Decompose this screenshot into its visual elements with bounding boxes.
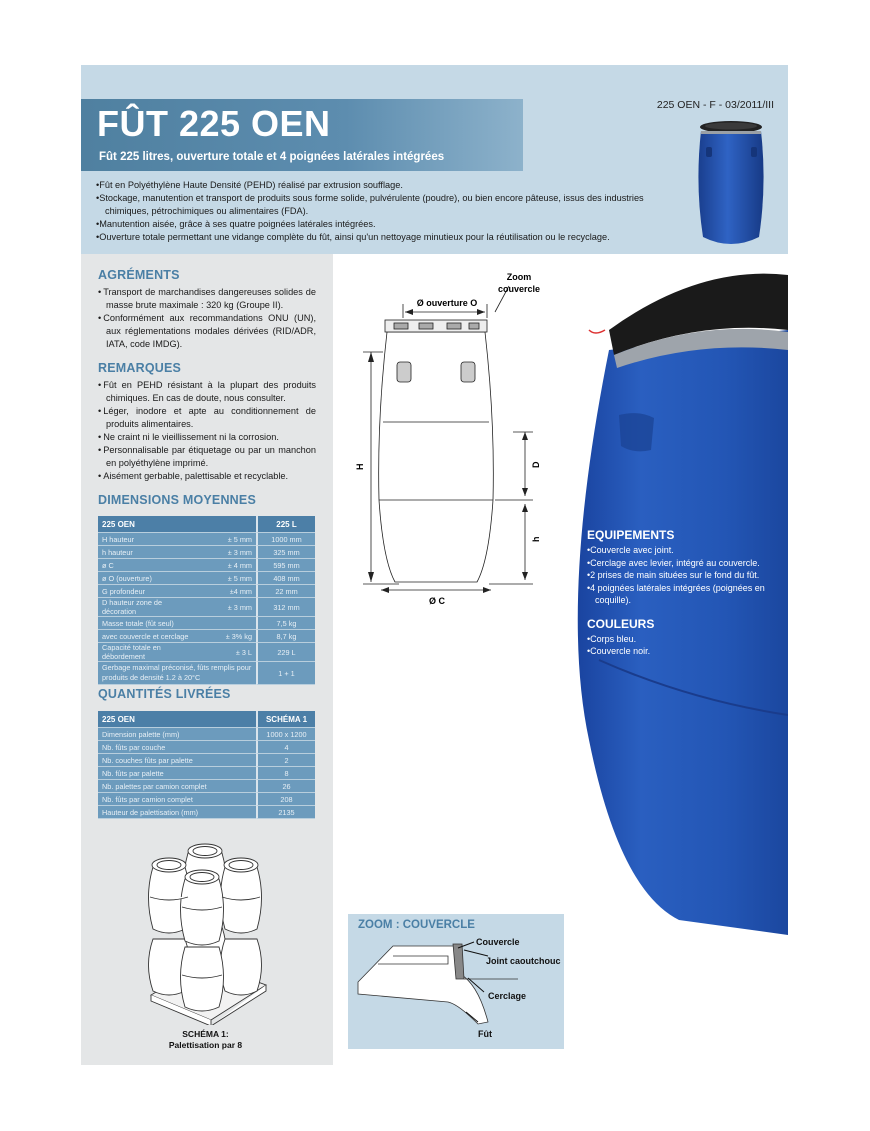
- row-label: Nb. fûts par camion complet: [98, 793, 256, 806]
- list-item: • Fût en PEHD résistant à la plupart des produits chimiques. En cas de doute, nous consulter.: [98, 379, 316, 405]
- remarques-list: [98, 379, 316, 483]
- list-item: • 2 prises de main situées sur le fond du fût.: [587, 569, 787, 582]
- row-value: 312 mm: [256, 598, 315, 617]
- list-item: • 4 poignées latérales intégrées (poignées en coquille).: [587, 582, 787, 607]
- row-label: H hauteur: [98, 533, 202, 546]
- row-value: 7,5 kg: [256, 617, 315, 630]
- row-tolerance: ± 3 mm: [202, 598, 256, 617]
- table-row: [98, 662, 315, 685]
- table-header-row: [98, 516, 315, 533]
- section-title-remarques: REMARQUES: [98, 361, 182, 375]
- intro-bullet: • Manutention aisée, grâce à ses quatre poignées latérales intégrées.: [96, 218, 656, 231]
- table-row: [98, 585, 315, 598]
- lid-cross-section-diagram: [348, 934, 564, 1049]
- row-label: ø O (ouverture): [98, 572, 202, 585]
- row-label: G profondeur: [98, 585, 202, 598]
- table-header-cell: 225 OEN: [98, 516, 256, 533]
- table-header-cell: 225 L: [256, 516, 315, 533]
- row-value: 325 mm: [256, 546, 315, 559]
- list-item: • Couvercle noir.: [587, 645, 787, 658]
- diagram-zoom-label: Zoom: [506, 272, 532, 282]
- schema-caption-text: Palettisation par 8: [168, 1040, 243, 1050]
- intro-bullet: • Stockage, manutention et transport de produits sous forme solide, pulvérulente (poudre), ou bien encore pâteuse, issus des industries chimiques, pétrochimiques ou alimentaires (FDA).: [96, 192, 656, 218]
- table-row: [98, 533, 315, 546]
- table-row: [98, 806, 315, 819]
- diagram-D-label: D: [531, 461, 541, 468]
- schema-caption-title: SCHÉMA 1:: [182, 1029, 229, 1039]
- row-value: 208: [256, 793, 315, 806]
- diagram-zoom-label: couvercle: [497, 284, 541, 294]
- list-item: • Aisément gerbable, palettisable et recyclable.: [98, 470, 316, 483]
- row-value: 22 mm: [256, 585, 315, 598]
- diagram-H-label: H: [355, 463, 365, 470]
- row-label: Dimension palette (mm): [98, 728, 256, 741]
- row-value: 1000 x 1200: [256, 728, 315, 741]
- row-label: Capacité totale en débordement: [98, 643, 202, 662]
- list-item: • Léger, inodore et apte au conditionnement de produits alimentaires.: [98, 405, 316, 431]
- row-label: Masse totale (fût seul): [98, 617, 202, 630]
- zoom-couvercle-box: [348, 914, 564, 1049]
- table-header-cell: 225 OEN: [98, 711, 256, 728]
- row-value: 4: [256, 741, 315, 754]
- label-couvercle: Couvercle: [476, 937, 520, 947]
- intro-bullet: • Ouverture totale permettant une vidange complète du fût, ainsi qu'un nettoyage minutieux pour la réutilisation ou le recyclage.: [96, 231, 656, 244]
- section-title-agrements: AGRÉMENTS: [98, 268, 180, 282]
- table-row-mass: [98, 630, 315, 643]
- label-cerclage: Cerclage: [488, 991, 527, 1001]
- section-title-couleurs: COULEURS: [587, 616, 655, 631]
- page-subtitle: Fût 225 litres, ouverture totale et 4 poignées latérales intégrées: [99, 151, 445, 163]
- row-label: Gerbage maximal préconisé, fûts remplis pour produits de densité 1.2 à 20°C: [98, 662, 256, 685]
- palletisation-schema-illustration: [141, 835, 271, 1025]
- table-row: [98, 643, 315, 662]
- row-tolerance: ± 5 mm: [202, 533, 256, 546]
- agrements-list: [98, 286, 316, 351]
- row-label: D hauteur zone de décoration: [98, 598, 202, 617]
- quantities-table: [98, 711, 315, 819]
- row-value: 1000 mm: [256, 533, 315, 546]
- table-row: [98, 780, 315, 793]
- row-tolerance: ± 3 L: [202, 643, 256, 662]
- drum-dimension-diagram: [349, 270, 569, 610]
- row-label: Nb. fûts par palette: [98, 767, 256, 780]
- row-label: Nb. fûts par couche: [98, 741, 256, 754]
- row-value: 8: [256, 767, 315, 780]
- row-value: 8,7 kg: [256, 630, 315, 643]
- row-value: 26: [256, 780, 315, 793]
- row-value: 595 mm: [256, 559, 315, 572]
- row-tolerance: ± 4 mm: [202, 559, 256, 572]
- list-item: • Transport de marchandises dangereuses solides de masse brute maximale : 320 kg (Groupe II).: [98, 286, 316, 312]
- row-label: Nb. couches fûts par palette: [98, 754, 256, 767]
- section-title-quantites: QUANTITÉS LIVRÉES: [98, 687, 231, 701]
- row-label: avec couvercle et cerclage: [98, 630, 202, 643]
- list-item: • Personnalisable par étiquetage ou par un manchon en polyéthylène imprimé.: [98, 444, 316, 470]
- row-tolerance: ± 3 mm: [202, 546, 256, 559]
- table-row: [98, 767, 315, 780]
- label-fut: Fût: [478, 1029, 492, 1039]
- table-row-mass: [98, 617, 315, 630]
- table-header-row: [98, 711, 315, 728]
- row-value: 229 L: [256, 643, 315, 662]
- schema-caption: [143, 1029, 268, 1051]
- row-value: 2: [256, 754, 315, 767]
- table-row: [98, 793, 315, 806]
- intro-bullet: • Fût en Polyéthylène Haute Densité (PEHD) réalisé par extrusion soufflage.: [96, 179, 656, 192]
- label-joint: Joint caoutchouc: [486, 956, 561, 966]
- document-reference: 225 OEN - F - 03/2011/III: [656, 99, 774, 111]
- list-item: • Conformément aux recommandations ONU (UN), aux réglementations modales dérivées (RID/ADR, IATA, code IMDG).: [98, 312, 316, 351]
- row-label: h hauteur: [98, 546, 202, 559]
- diagram-h-label: h: [531, 536, 541, 542]
- table-row: [98, 572, 315, 585]
- row-label: Nb. palettes par camion complet: [98, 780, 256, 793]
- row-label: ø C: [98, 559, 202, 572]
- table-header-cell: SCHÉMA 1: [256, 711, 315, 728]
- row-label: Hauteur de palettisation (mm): [98, 806, 256, 819]
- zoom-couvercle-title: ZOOM : COUVERCLE: [358, 919, 475, 931]
- drum-thumbnail-image: [693, 115, 769, 250]
- row-value: 1 + 1: [256, 662, 315, 685]
- table-row: [98, 741, 315, 754]
- page-title: FÛT 225 OEN: [97, 103, 331, 144]
- row-value: 2135: [256, 806, 315, 819]
- table-row: [98, 559, 315, 572]
- dimensions-table: [98, 516, 315, 685]
- intro-bullets: [96, 179, 656, 244]
- table-row: [98, 754, 315, 767]
- list-item: • Cerclage avec levier, intégré au couvercle.: [587, 557, 787, 570]
- row-tolerance: ± 5 mm: [202, 572, 256, 585]
- list-item: • Couvercle avec joint.: [587, 544, 787, 557]
- section-title-dimensions: DIMENSIONS MOYENNES: [98, 493, 256, 507]
- row-tolerance: ±4 mm: [202, 585, 256, 598]
- table-row: [98, 598, 315, 617]
- table-row: [98, 546, 315, 559]
- table-row: [98, 728, 315, 741]
- row-tolerance: ± 3% kg: [202, 630, 256, 643]
- list-item: • Ne craint ni le vieillissement ni la corrosion.: [98, 431, 316, 444]
- couleurs-list: [587, 633, 787, 658]
- diagram-C-label: Ø C: [428, 596, 446, 606]
- equipements-block: [587, 528, 787, 668]
- row-value: 408 mm: [256, 572, 315, 585]
- equipements-list: [587, 544, 787, 607]
- datasheet-page: [81, 65, 788, 1065]
- header: [81, 65, 788, 254]
- section-title-equipements: EQUIPEMENTS: [587, 528, 675, 542]
- diagram-opening-label: Ø ouverture O: [416, 298, 478, 308]
- list-item: • Corps bleu.: [587, 633, 787, 646]
